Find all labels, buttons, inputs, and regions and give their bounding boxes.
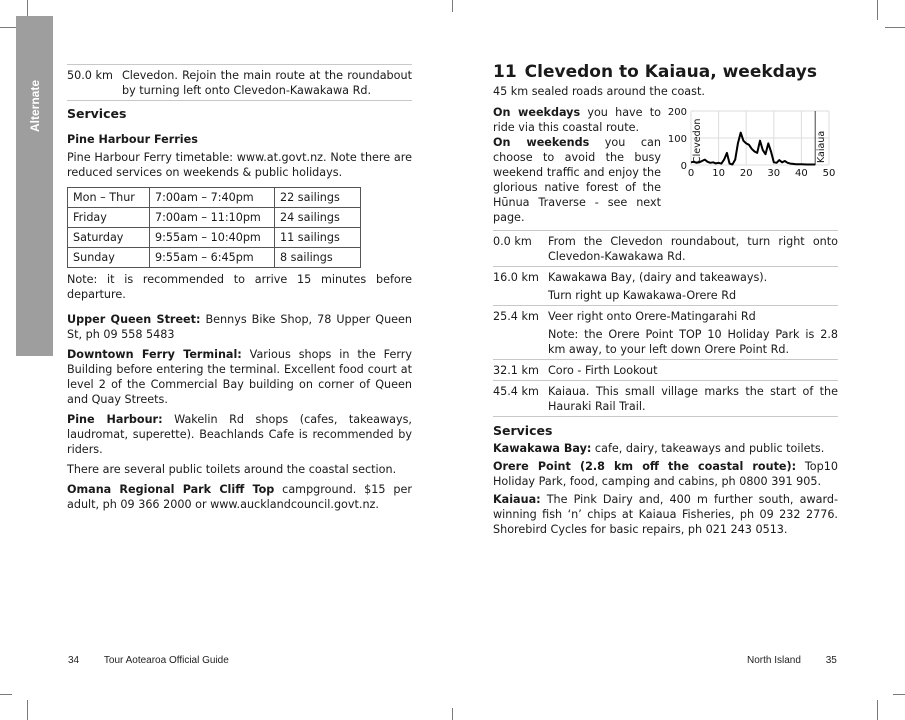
guide-title: Tour Aotearoa Official Guide [103,655,229,666]
service-entry [67,412,412,457]
cue-line: Note: the Orere Point TOP 10 Holiday Park is 2.8 km away, to your left down Orere Point Rd. [548,328,838,356]
service-label: Upper Queen Street: [67,313,201,326]
service-text: Bennys Bike Shop, 78 Upper Queen St, ph 09 558 5483 [67,313,413,341]
ferries-heading: Pine Harbour Ferries [67,133,198,146]
crop-mark [452,708,453,720]
services-list [67,312,412,512]
service-label: Orere Point (2.8 km off the coastal route): [493,460,797,473]
cue-distance: 25.4 km [493,310,539,323]
x-tick-label: 10 [712,168,725,179]
y-tick-label: 0 [680,161,687,172]
location-annotation: Clevedon [692,118,703,163]
timetable-days: Saturday [68,228,150,248]
cue-text [548,363,838,378]
service-text: cafe, dairy, takeaways and public toilets. [591,442,825,455]
timetable-sailings: 24 sailings [275,208,361,228]
service-label: Downtown Ferry Terminal: [67,348,242,361]
service-text: Various shops in the Ferry Building before entering the terminal. Excellent food court at level 2 of the Commercial Bay building on corner of Queen and Quay Streets. [67,348,412,406]
crop-mark [452,0,453,12]
timetable-row [68,208,361,228]
intro-label: On weekdays [493,106,581,119]
cue-line: Kaiaua. This small village marks the start of the Hauraki Rail Trail. [548,385,838,413]
cue-row [493,231,838,266]
timetable-days: Mon – Thur [68,188,150,208]
service-entry [67,347,412,407]
cue-row [493,267,838,305]
timetable-row [68,188,361,208]
section-title-text: Clevedon to Kaiaua, weekdays [524,62,817,82]
service-entry [493,441,838,456]
service-label: Pine Harbour: [67,413,163,426]
elevation-chart [663,105,838,185]
services-heading: Services [67,106,127,121]
timetable-hours: 9:55am – 6:45pm [150,248,275,268]
service-entry [67,462,412,477]
service-text: Wakelin Rd shops (cafes, takeaways, laudromat, superette). Beachlands Cafe is recommended by riders. [67,413,412,456]
y-tick-label: 100 [667,134,687,145]
region-name: North Island [747,655,801,666]
divider [493,416,838,417]
cue-line: From the Clevedon roundabout, turn right onto Clevedon-Kawakawa Rd. [548,235,838,263]
timetable-hours: 9:55am – 10:40pm [150,228,275,248]
cue-text [548,270,838,303]
service-text: campground. $15 per adult, ph 09 366 2000 or www.aucklandcouncil.govt.nz. [67,483,412,511]
side-tab-label: Alternate [27,79,42,133]
page-number: 35 [825,655,837,666]
cue-line: Kawakawa Bay, (dairy and takeaways). [548,271,768,284]
service-entry [493,492,838,537]
cue-text [548,384,838,414]
timetable-days: Sunday [68,248,150,268]
ferry-timetable [67,187,361,268]
footer-left [68,655,229,666]
service-text: There are several public toilets around the coastal section. [67,463,397,476]
intro-block [493,105,838,225]
intro-text [493,105,661,225]
cue-text [548,309,838,357]
service-entry [493,459,838,489]
timetable-row [68,228,361,248]
x-tick-label: 40 [795,168,808,179]
intro-paragraph [493,135,661,225]
x-tick-label: 0 [687,168,695,179]
cue-row [493,381,838,416]
cue-distance: 32.1 km [493,364,539,377]
cue-row [67,65,412,100]
section-subtitle: 45 km sealed roads around the coast. [493,85,705,98]
page-number: 34 [68,655,80,666]
timetable-sailings: 8 sailings [275,248,361,268]
service-text: Top10 Holiday Park, food, camping and cabins, ph 0800 391 905. [493,460,838,488]
timetable-days: Friday [68,208,150,228]
crop-mark [877,0,878,20]
intro-paragraph [493,105,661,135]
service-entry [67,482,412,512]
divider [67,100,412,101]
ferry-note: Note: it is recommended to arrive 15 minutes before departure. [67,273,412,301]
timetable-row [68,248,361,268]
service-label: Kaiaua: [493,493,541,506]
cue-row [493,360,838,380]
y-tick-label: 200 [667,107,687,118]
cue-row [493,306,838,359]
cue-distance: 0.0 km [493,235,532,248]
x-tick-label: 50 [822,168,836,179]
ferries-text: Pine Harbour Ferry timetable: www.at.govt.nz. Note there are reduced services on weekends & public holidays. [67,151,412,179]
timetable-hours: 7:00am – 11:10pm [150,208,275,228]
cue-line: Veer right onto Orere-Matingarahi Rd [548,310,756,323]
intro-label: On weekends [493,136,590,149]
elevation-line [691,133,815,165]
crop-mark [0,694,12,695]
cue-distance: 50.0 km [67,69,113,82]
cue-text [548,234,838,264]
timetable-hours: 7:00am – 7:40pm [150,188,275,208]
intro-body: you can choose to avoid the busy weekend traffic and enjoy the glorious native forest of the Hūnua Traverse - see next page. [493,136,661,224]
location-annotation: Kaiaua [816,130,828,163]
service-label: Kawakawa Bay: [493,442,592,455]
timetable-sailings: 11 sailings [275,228,361,248]
crop-mark [877,700,878,720]
cue-list [493,230,838,416]
section-number: 11 [493,62,517,82]
services-list [493,441,838,537]
left-page [67,64,412,517]
right-page [493,61,838,540]
timetable-sailings: 22 sailings [275,188,361,208]
elevation-chart-svg [663,105,838,185]
section-title [493,61,838,83]
cue-line: Coro - Firth Lookout [548,364,658,377]
section-side-tab [16,16,53,356]
cue-distance: 45.4 km [493,385,539,398]
cue-text: Clevedon. Rejoin the main route at the roundabout by turning left onto Clevedon-Kawakawa Rd. [122,69,412,97]
footer-right [747,655,837,666]
cue-line: Turn right up Kawakawa-Orere Rd [548,289,737,302]
crop-mark [885,27,905,28]
x-tick-label: 30 [767,168,781,179]
service-label: Omana Regional Park Cliff Top [67,483,275,496]
crop-mark [893,694,905,695]
service-entry [67,312,412,342]
x-tick-label: 20 [739,168,753,179]
service-text: The Pink Dairy and, 400 m further south, award-winning fish ‘n’ chips at Kaiaua Fisheries, ph 09 232 2776. Shorebird Cycles for basic repairs, ph 021 243 0513. [493,493,838,536]
cue-distance: 16.0 km [493,271,539,284]
crop-mark [27,700,28,720]
services-heading: Services [493,423,553,438]
intro-body: you have to ride via this coastal route. [493,106,661,134]
